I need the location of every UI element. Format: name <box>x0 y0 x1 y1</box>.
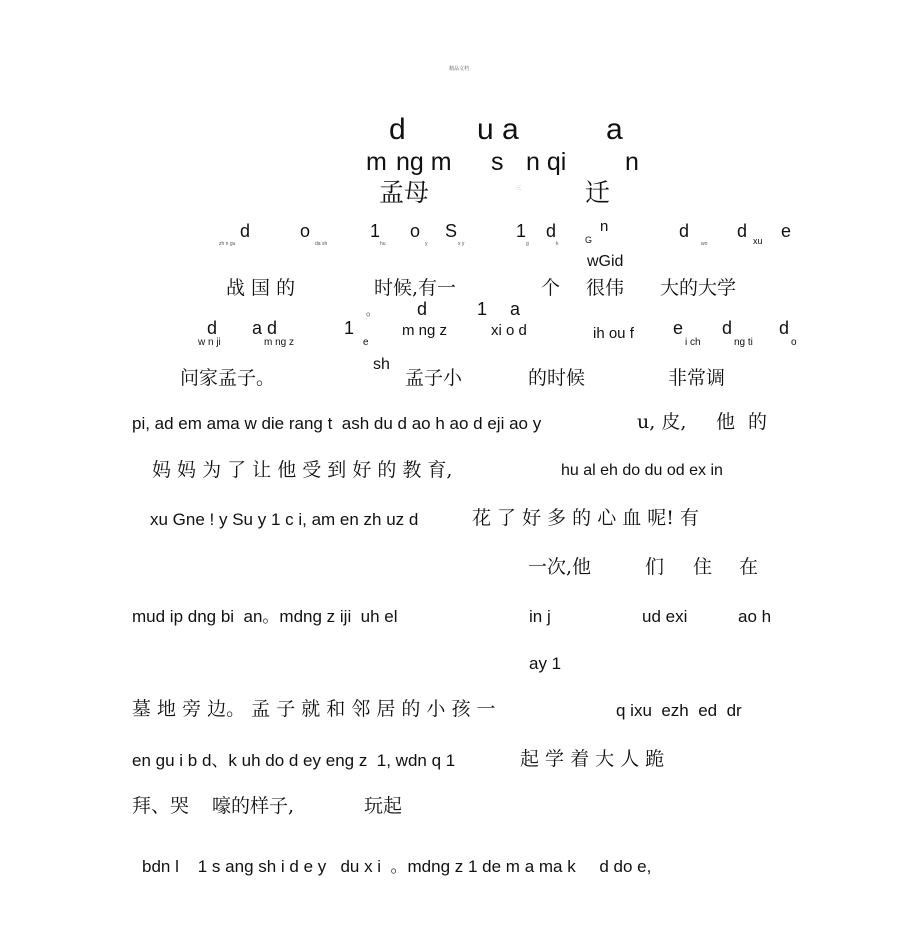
annot-small: wo <box>701 241 708 247</box>
hanzi-segment: 在 <box>739 556 759 578</box>
annot-char: e <box>673 318 684 338</box>
annot-char: d <box>546 221 557 241</box>
title-pinyin-4: n qi <box>526 148 567 176</box>
hanzi-segment: 非常调 <box>668 367 726 389</box>
hanzi-segment: 的 <box>748 411 768 433</box>
annot-small: da sh <box>315 241 328 247</box>
annot-char: d <box>679 221 690 241</box>
title-pinyin-1: m <box>366 148 387 176</box>
annot-small: o <box>791 337 797 348</box>
hanzi-segment: 拜、哭 <box>132 795 190 817</box>
annot-char: d <box>722 318 733 338</box>
pinyin-segment: en gu i b d、k uh do d ey eng z 1, wdn q 1 <box>132 751 456 770</box>
hanzi-segment: 时候,有一 <box>374 277 457 299</box>
title-hanzi-2: 迁 <box>585 178 611 207</box>
hanzi-segment: 个 <box>541 277 561 299</box>
title-pinyin-3: s <box>491 148 504 176</box>
annot-sh: sh <box>373 356 390 373</box>
annot-char: e <box>781 221 792 241</box>
hanzi-segment: 他 <box>716 411 736 433</box>
hanzi-segment: 们 <box>645 556 665 578</box>
title-tone-1: d <box>389 113 406 146</box>
pinyin-segment: xu Gne ! y Su y 1 c i, am en zh uz d <box>150 510 419 529</box>
hanzi-segment: 一次,他 <box>528 556 592 578</box>
annot-char: 。 <box>366 304 379 318</box>
annot-char: a <box>510 299 521 319</box>
annot-char: G <box>585 235 593 245</box>
annot-char: d <box>417 299 428 319</box>
annot-char: 1 <box>477 299 488 319</box>
title-hanzi-1: 孟母 <box>379 178 430 207</box>
hanzi-segment: 嚎的样子, <box>212 795 295 817</box>
hanzi-segment: 战 国 的 <box>226 277 296 299</box>
page-header: 精品文档 <box>449 66 470 72</box>
annot-char: d <box>779 318 790 338</box>
hanzi-segment: 问家孟子。 <box>180 367 276 389</box>
title-tone-2: u a <box>477 113 519 146</box>
mixed-segment: u, 皮, <box>637 411 687 433</box>
pinyin-segment: ud exi <box>642 607 688 626</box>
annot-char: S <box>445 221 458 241</box>
annot-small: m ng z <box>264 337 295 348</box>
annot-small: hu <box>380 241 386 247</box>
annot-wgid: wGid <box>587 253 624 270</box>
pinyin-segment: hu al eh do du od ex in <box>561 462 723 479</box>
annot-small: e <box>363 337 369 348</box>
annot-char: n <box>600 218 609 235</box>
annot-char: xi o d <box>491 322 527 339</box>
annot-char: a d <box>252 318 278 338</box>
hanzi-segment: 妈 妈 为 了 让 他 受 到 好 的 教 育, <box>152 459 453 481</box>
annot-char: m ng z <box>402 322 448 339</box>
annot-char: o <box>410 221 421 241</box>
annot-char: 1 <box>344 318 355 338</box>
annot-small: zh n gu <box>219 241 236 247</box>
hanzi-segment: 花 了 好 多 的 心 血 呢! 有 <box>472 507 699 529</box>
hanzi-segment: 玩起 <box>364 795 403 817</box>
title-pinyin-5: n <box>625 148 639 176</box>
annot-char: d <box>240 221 251 241</box>
title-tone-3: a <box>606 113 623 146</box>
hanzi-segment: 住 <box>693 556 713 578</box>
annot-small: g <box>526 241 529 247</box>
hanzi-segment: 的时候 <box>528 367 586 389</box>
annot-small: k <box>556 241 559 247</box>
pinyin-segment: ay 1 <box>529 654 562 673</box>
annot-char: d <box>737 221 748 241</box>
annot-char: o <box>300 221 311 241</box>
annot-small: y <box>425 241 428 247</box>
title-hanzi-mark: 三 <box>515 185 522 192</box>
pinyin-segment: bdn l 1 s ang sh i d e y du x i 。mdng z 1 de m a ma k d do e, <box>142 857 652 876</box>
annot-char: d <box>207 318 218 338</box>
annot-char: 1 <box>370 221 381 241</box>
annot-char: ih ou f <box>593 325 634 342</box>
hanzi-segment: 起 学 着 大 人 跪 <box>520 748 665 770</box>
pinyin-segment: pi, ad em ama w die rang t ash du d ao h ao d eji ao y <box>132 414 542 433</box>
hanzi-segment: 墓 地 旁 边。 孟 子 就 和 邻 居 的 小 孩 一 <box>132 698 496 720</box>
annot-small: i ch <box>685 337 701 348</box>
annot-char: 1 <box>516 221 527 241</box>
annot-small: ng ti <box>734 337 753 348</box>
annot-small: w n ji <box>198 337 221 348</box>
pinyin-segment: ao h <box>738 607 772 626</box>
pinyin-segment: in j <box>529 607 551 626</box>
hanzi-segment: 大的大学 <box>660 277 737 299</box>
pinyin-segment: mud ip dng bi an。mdng z iji uh el <box>132 607 398 626</box>
pinyin-segment: q ixu ezh ed dr <box>616 701 742 720</box>
hanzi-segment: 很伟 <box>586 277 625 299</box>
annot-small: x y <box>458 241 465 247</box>
hanzi-segment: 孟子小 <box>405 367 463 389</box>
title-pinyin-2: ng m <box>396 148 452 176</box>
annot-small: xu <box>753 236 763 246</box>
